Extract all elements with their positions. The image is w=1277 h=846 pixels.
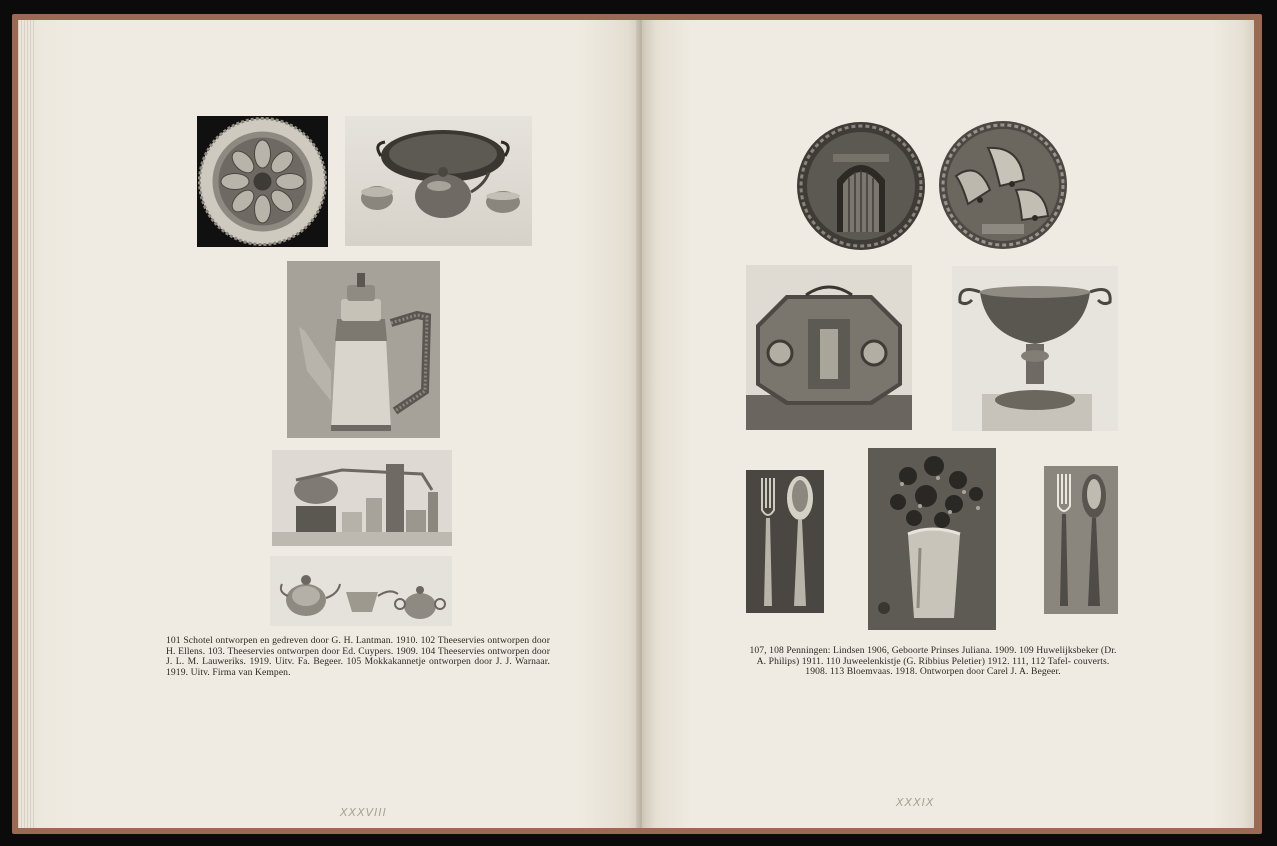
- right-caption: 107, 108 Penningen: Lindsen 1906, Geboorte Prinses Juliana. 1909. 109 Huwelijksbeker (Dr. A. Philips) 1911. 110 Juweelenkistje (G. Ribbius Peletier) 1912. 111, 112 Tafel- couverts. 1908. 113 Bloemvaas. 1918. Ontworpen door Carel J. A. Begeer.: [749, 645, 1117, 678]
- photo-cutlery-left: [746, 470, 824, 613]
- photo-mokka-set: [270, 556, 452, 626]
- photo-tea-service-geometric: [272, 450, 452, 546]
- left-page-number: XXXVIII: [340, 806, 387, 819]
- right-page-number: XXXIX: [896, 796, 935, 809]
- photo-medal-juliana: [938, 120, 1068, 250]
- photo-tea-set-tray: [345, 116, 532, 246]
- page-edges: [18, 20, 36, 828]
- photo-marriage-cup: [952, 266, 1118, 431]
- photo-medal-lindsen: [795, 120, 927, 252]
- photo-cutlery-right: [1044, 466, 1118, 614]
- photo-jewel-box: [746, 265, 912, 430]
- photo-flower-vase: [868, 448, 996, 630]
- photo-dish: [197, 116, 328, 247]
- left-caption: 101 Schotel ontworpen en gedreven door G. H. Lantman. 1910. 102 Theeservies ontworpen door H. Ellens. 103. Theeservies ontworpen door Ed. Cuypers. 1909. 104 Theeservies ontworpen door J. L. M. Lauweriks. 1919. Uitv. Fa. Begeer. 105 Mokkakannetje ontworpen door J. J. Warnaar. 1919. Uitv. Firma van Kempen.: [166, 635, 550, 678]
- photo-coffee-pot: [287, 261, 440, 438]
